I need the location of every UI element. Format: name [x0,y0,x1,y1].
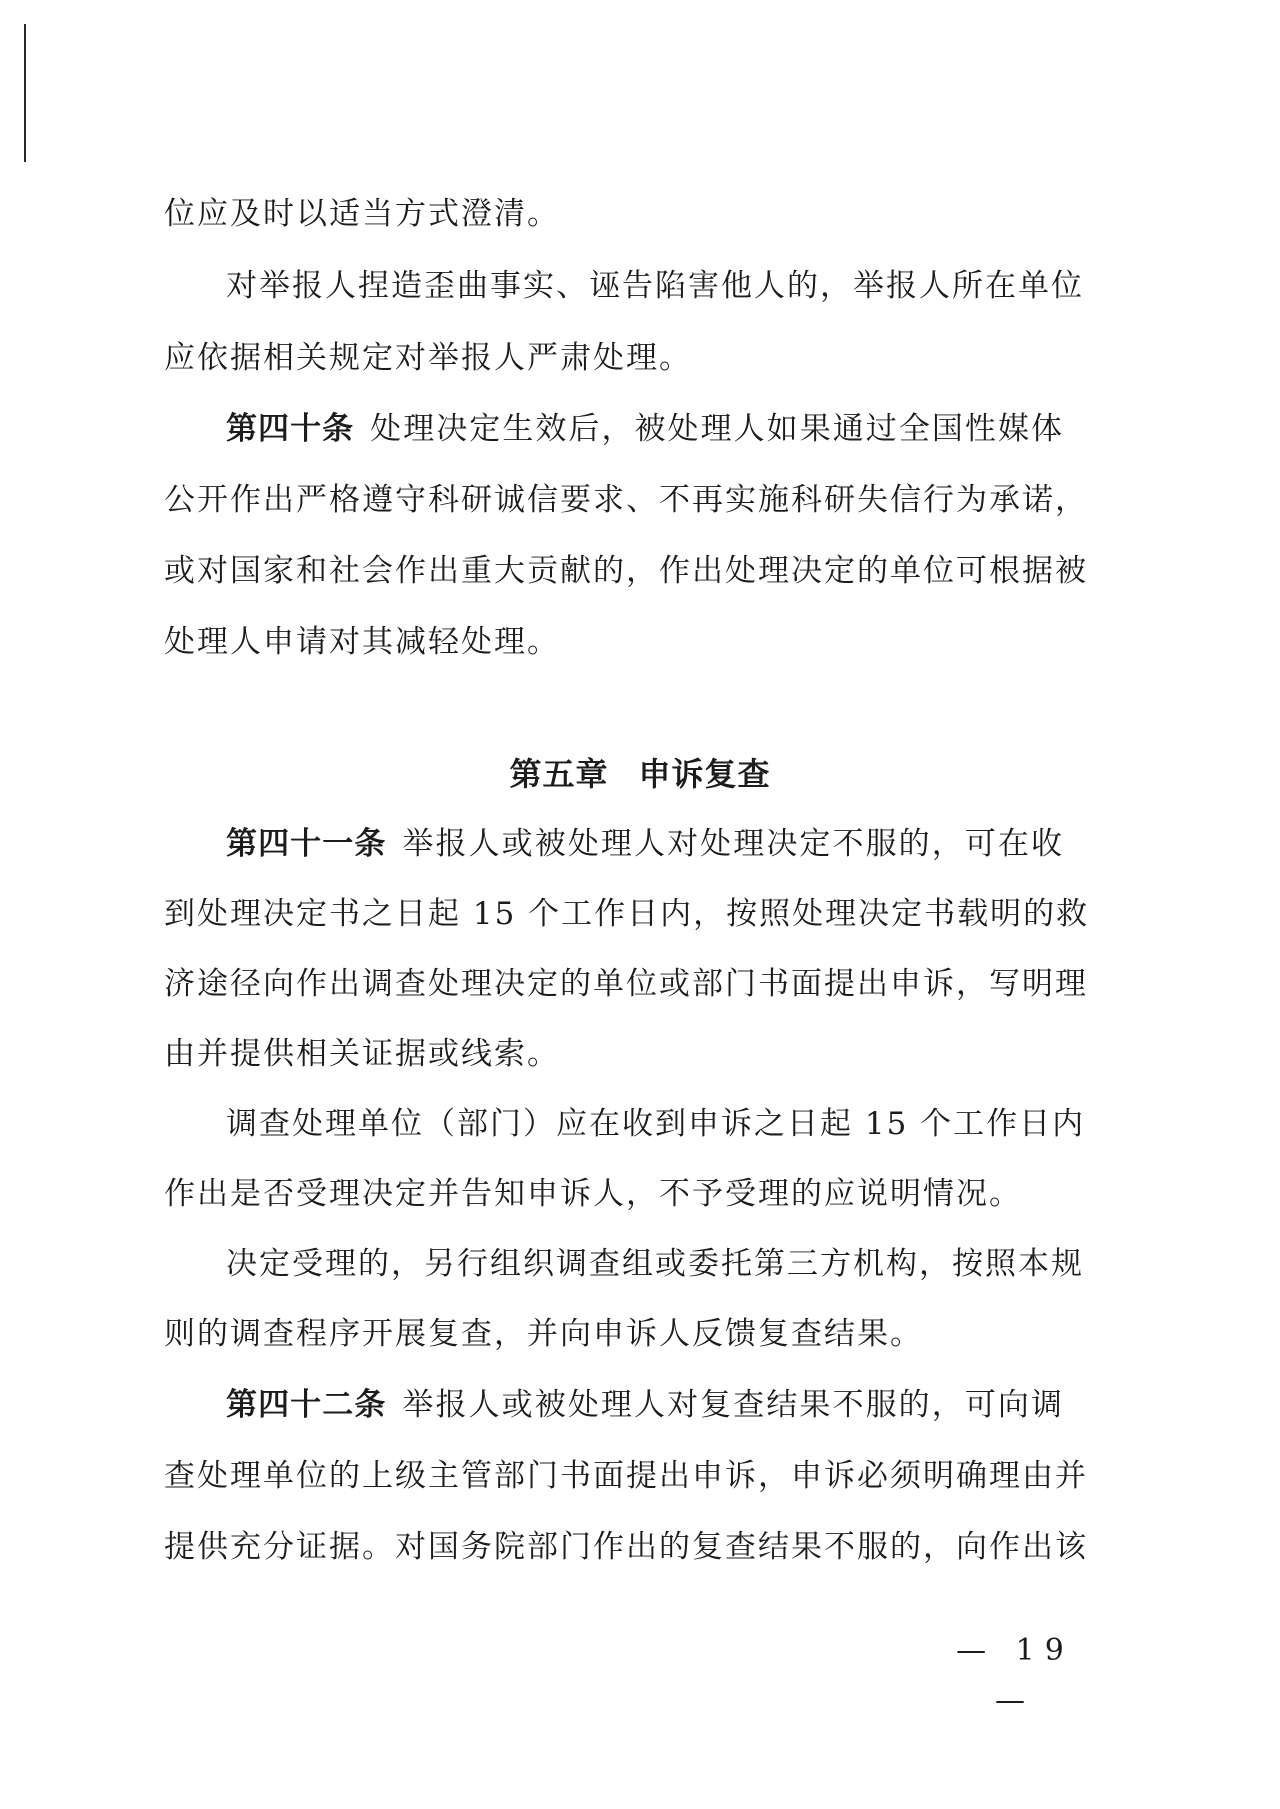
text-line-17: 查处理单位的上级主管部门书面提出申诉，申诉必须明确理由并 [164,1458,1088,1494]
text-line-15: 则的调查程序开展复查，并向申诉人反馈复查结果。 [164,1316,923,1352]
article-42-heading: 第四十二条 [226,1387,387,1423]
article-40-heading: 第四十条 [226,411,355,447]
scan-edge-line [24,24,26,162]
text-line-13: 作出是否受理决定并告知申诉人，不予受理的应说明情况。 [164,1176,1022,1212]
text-line-14: 决定受理的，另行组织调查组或委托第三方机构，按照本规 [226,1246,1084,1282]
article-40-first-line [226,399,1064,459]
chapter-title: 申诉复查 [638,755,771,793]
article-41-first-line [226,814,1064,874]
text-line-5: 公开作出严格遵守科研诚信要求、不再实施科研失信行为承诺， [164,482,1088,518]
chapter-number: 第五章 [509,755,609,793]
text-line-18: 提供充分证据。对国务院部门作出的复查结果不服的，向作出该 [164,1529,1088,1565]
article-41-heading: 第四十一条 [226,826,387,862]
text-line-16: 举报人或被处理人对复查结果不服的，可向调 [402,1387,1065,1423]
text-line-1: 位应及时以适当方式澄清。 [164,196,560,232]
text-line-7: 处理人申请对其减轻处理。 [164,624,560,660]
text-line-6: 或对国家和社会作出重大贡献的，作出处理决定的单位可根据被 [164,553,1088,589]
page-number: — 19 — [956,1633,1074,1718]
text-line-4: 处理决定生效后，被处理人如果通过全国性媒体 [370,411,1065,447]
text-line-10: 济途径向作出调查处理决定的单位或部门书面提出申诉，写明理 [164,966,1088,1002]
text-line-11: 由并提供相关证据或线索。 [164,1036,560,1072]
text-line-3: 应依据相关规定对举报人严肃处理。 [164,340,692,376]
text-line-9: 到处理决定书之日起 15 个工作日内，按照处理决定书载明的救 [164,896,1090,932]
text-line-8: 举报人或被处理人对处理决定不服的，可在收 [402,826,1065,862]
chapter-heading [0,744,1280,804]
text-line-2: 对举报人捏造歪曲事实、诬告陷害他人的，举报人所在单位 [226,268,1084,304]
article-42-first-line [226,1375,1064,1435]
text-line-12: 调查处理单位（部门）应在收到申诉之日起 15 个工作日内 [226,1106,1086,1142]
